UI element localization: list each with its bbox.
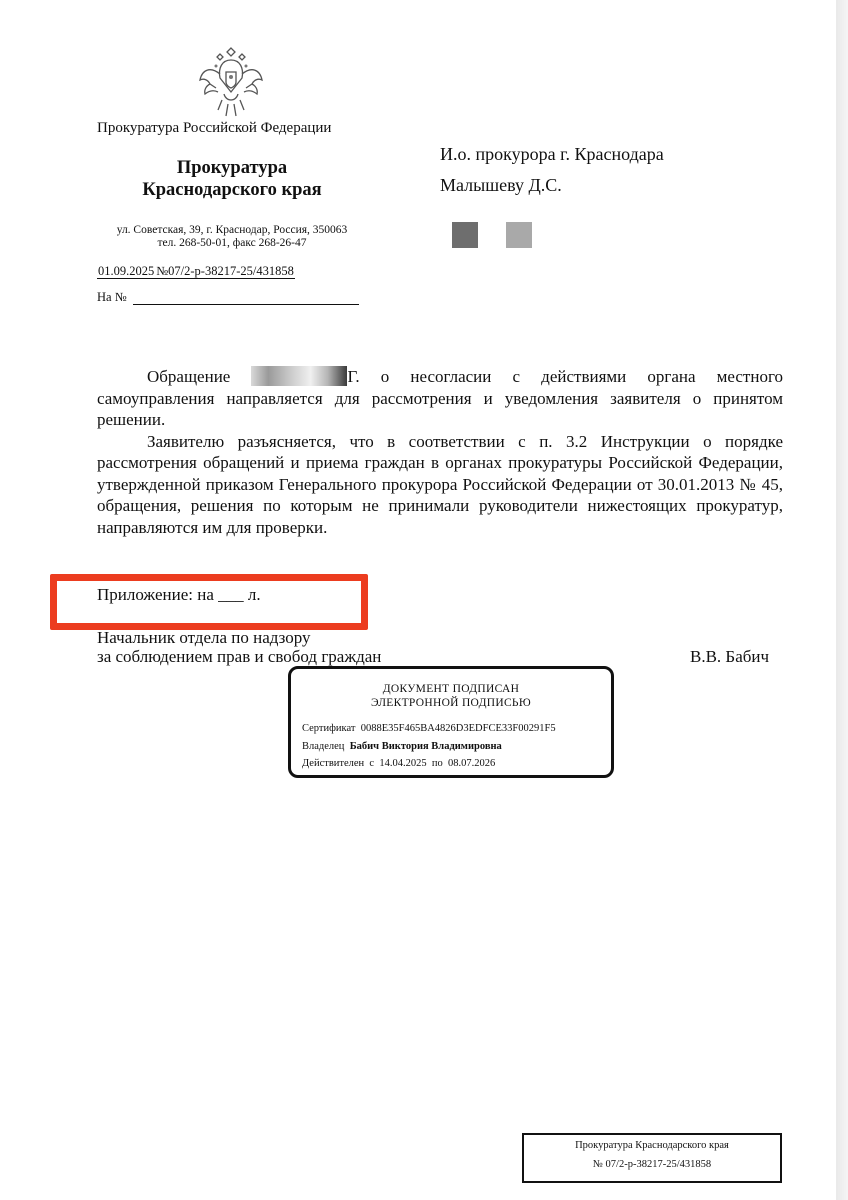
stamp-owner: Владелец Бабич Виктория Владимировна <box>302 741 502 752</box>
signer-position <box>97 628 381 666</box>
recipient-name: Малышеву Д.С. <box>440 175 562 195</box>
office-name <box>97 157 367 201</box>
address-line1: ул. Советская, 39, г. Краснодар, Россия, 350063 <box>116 224 348 236</box>
attachment-line: Приложение: на ___ л. <box>97 585 261 604</box>
recipient-block <box>440 139 664 201</box>
footer-number: № 07/2-р-38217-25/431858 <box>592 1159 712 1170</box>
redacted-name <box>251 366 347 386</box>
recipient-position: И.о. прокурора г. Краснодара <box>440 144 664 164</box>
coat-of-arms-icon <box>196 44 266 120</box>
signer-position-line1: Начальник отдела по надзору <box>97 628 311 647</box>
reference-number-blank <box>133 292 359 305</box>
page-edge-shadow <box>836 0 848 1200</box>
stamp-validity: Действителен с 14.04.2025 по 08.07.2026 <box>302 758 496 769</box>
redaction-square <box>506 222 532 248</box>
letter-body <box>97 366 783 538</box>
prosecutor-general-line: Прокуратура Российской Федерации <box>97 120 332 136</box>
registration-line <box>97 264 295 279</box>
office-name-line2: Краснодарского края <box>142 180 322 200</box>
stamp-certificate: Сертификат 0088E35F465BA4826D3EDFCE33F00291F5 <box>302 723 556 734</box>
document-number: №07/2-р-38217-25/431858 <box>156 264 294 278</box>
reference-number-label: На № <box>97 290 127 304</box>
address-line2: тел. 268-50-01, факс 268-26-47 <box>157 237 307 249</box>
office-address <box>97 224 367 250</box>
redaction-square <box>452 222 478 248</box>
e-signature-stamp <box>288 666 614 778</box>
footer-org: Прокуратура Краснодарского края <box>575 1140 729 1151</box>
document-date: 01.09.2025 <box>98 264 155 278</box>
reference-number-line <box>97 290 359 305</box>
signer-position-line2: за соблюдением прав и свобод граждан <box>97 647 382 666</box>
body-paragraph-1: Обращение Г. о несогласии с действиями органа местного самоуправления направляется для рассмотрения и уведомления заявителя о принятом решении. <box>97 367 783 429</box>
footer-registration-box <box>522 1133 782 1183</box>
signer-name: В.В. Бабич <box>690 647 770 666</box>
office-name-line1: Прокуратура <box>176 158 288 178</box>
stamp-title: ДОКУМЕНТ ПОДПИСАН ЭЛЕКТРОННОЙ ПОДПИСЬЮ <box>371 683 531 709</box>
body-paragraph-2: Заявителю разъясняется, что в соответствии с п. 3.2 Инструкции о порядке рассмотрения обращений и приема граждан в органах прокуратуры Российской Федерации, утвержденной приказом Генерального прокурора Российской Федерации от 30.01.2013 № 45, обращения, решения по которым не принимали руководители нижестоящих прокуратур, направляются им для проверки. <box>97 431 783 537</box>
